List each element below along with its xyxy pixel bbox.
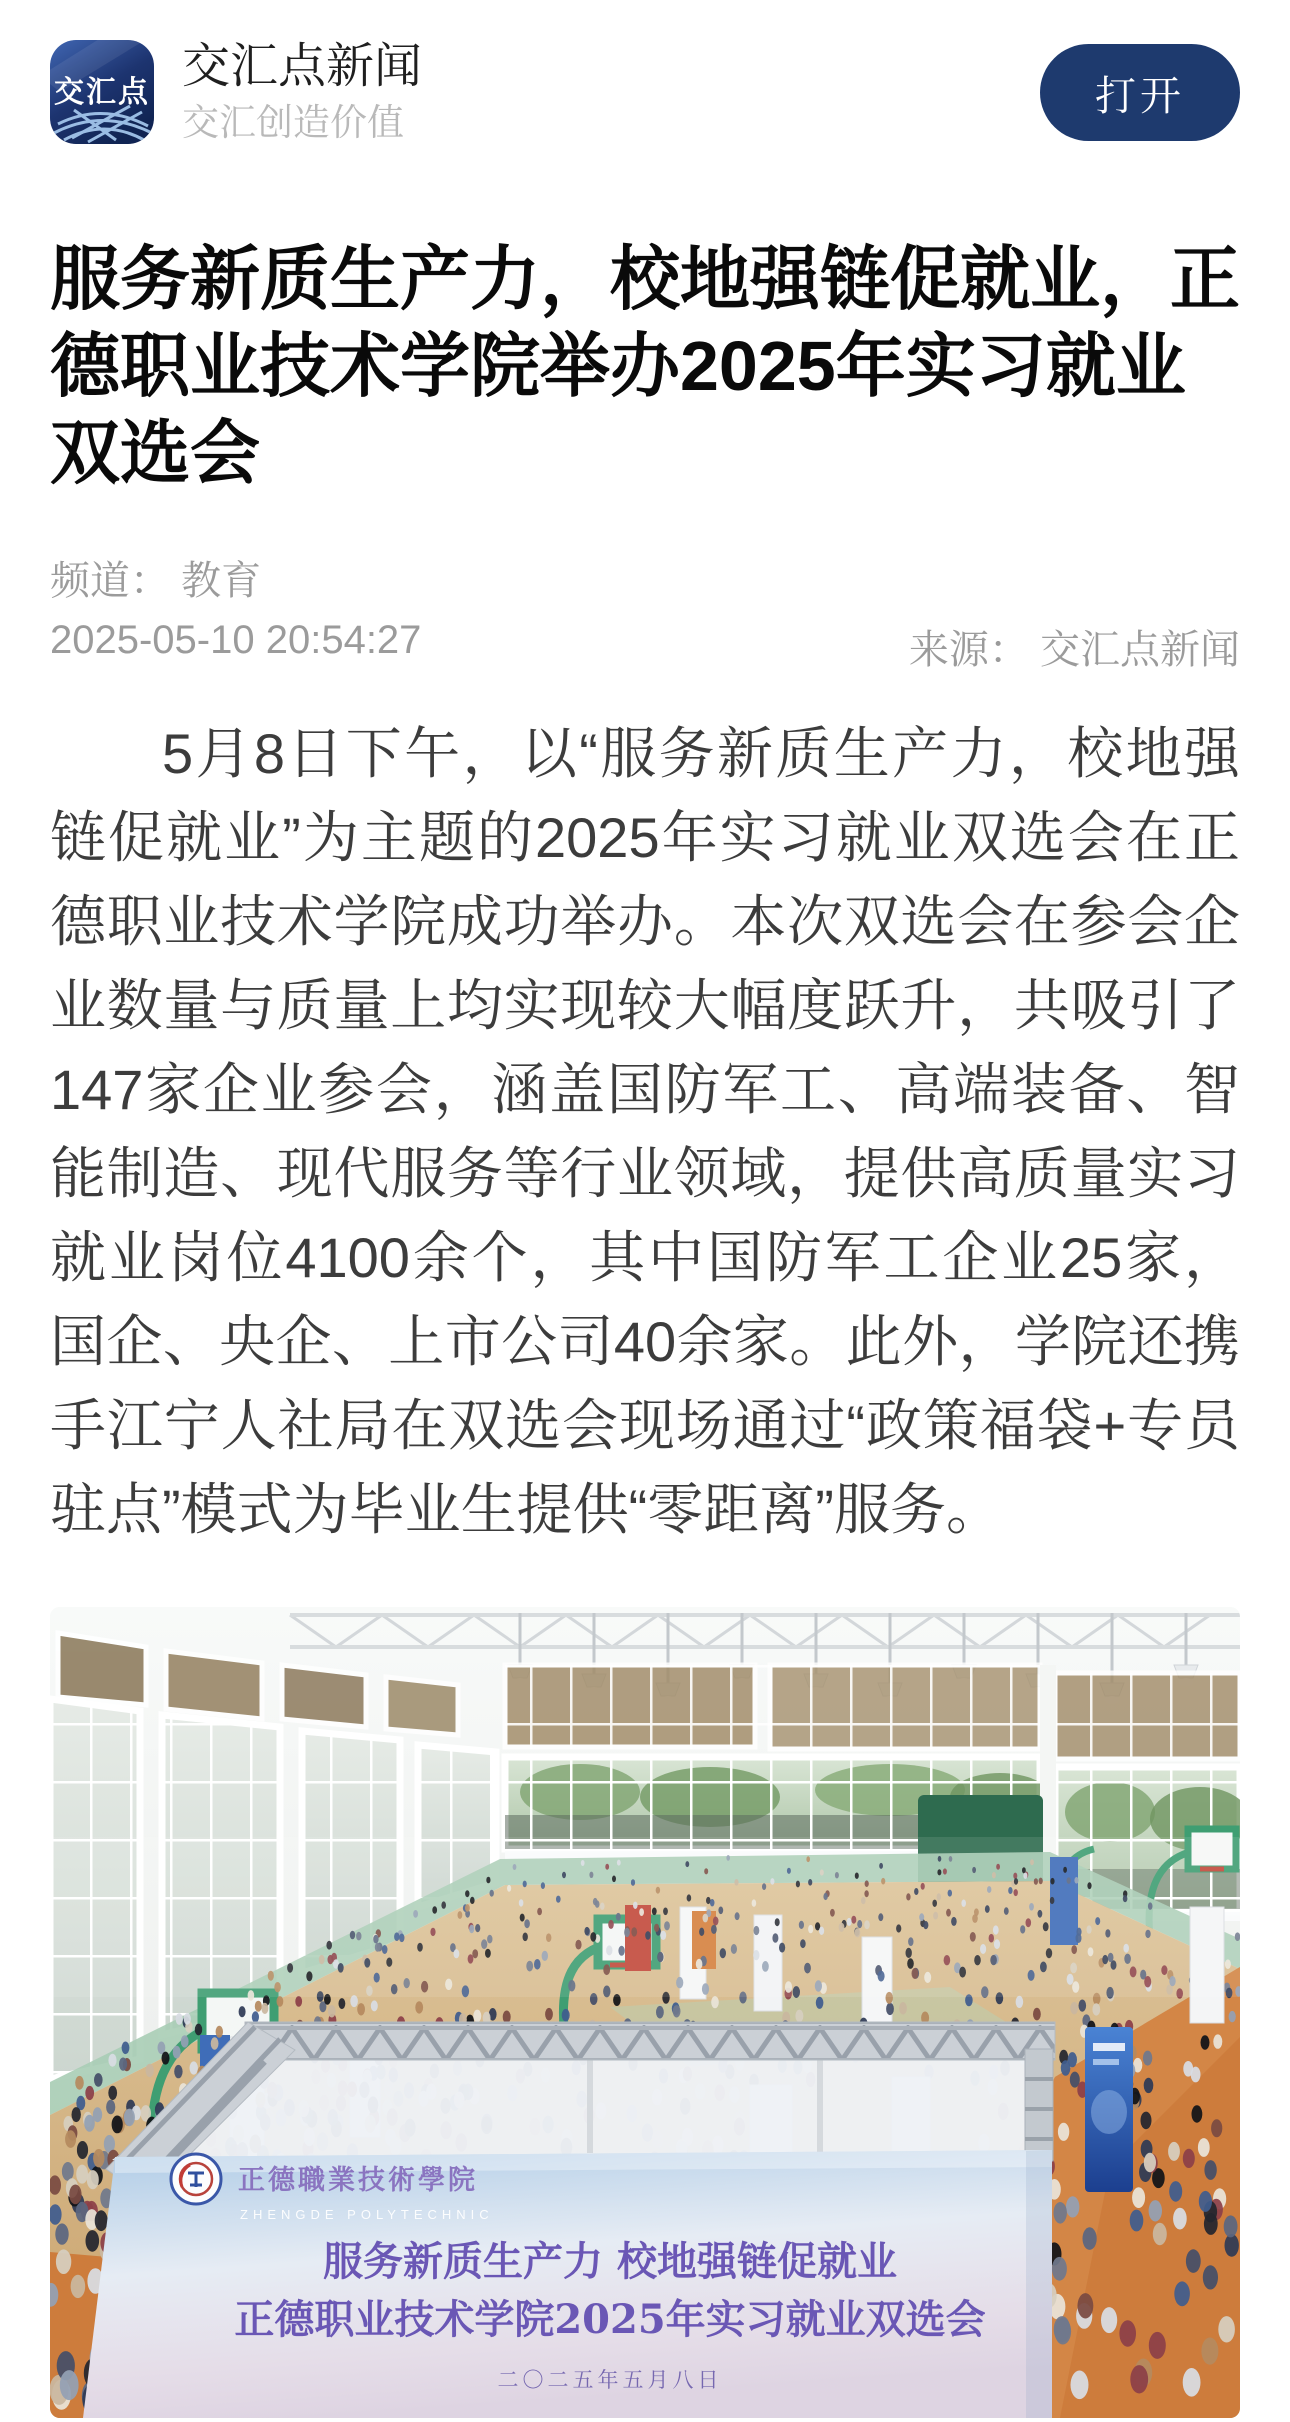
app-tagline: 交汇创造价值 <box>182 102 404 143</box>
source-value: 交汇点新闻 <box>1040 628 1240 672</box>
channel-value: 教育 <box>181 559 262 603</box>
app-meta <box>182 39 422 145</box>
app-banner <box>50 36 1240 148</box>
school-name-cn: 正德職業技術學院 <box>238 2165 478 2196</box>
school-logo-emblem <box>171 2154 221 2204</box>
truss-beam <box>245 2022 1055 2060</box>
title-line-2: 德职业技术学院举办2025年实习就业 <box>50 327 1186 405</box>
source-label: 来源： <box>908 628 1029 672</box>
app-name: 交汇点新闻 <box>182 40 423 93</box>
article-paragraph: 5月8日下午，以“服务新质生产力，校地强链促就业”为主题的2025年实习就业双选会在正德职业技术学院成功举办。本次双选会在参会企业数量与质量上均实现较大幅度跃升，共吸引了147家企业参会，涵盖国防军工、高端装备、智能制造、现代服务等行业领域，提供高质量实习就业岗位4100余个，其中国防军工企业25家，国企、央企、上市公司40余家。此外，学院还携手江宁人社局在双选会现场通过“政策福袋+专员驻点”模式为毕业生提供“零距离”服务。 <box>50 722 1240 1541</box>
truss-post <box>1025 2049 1053 2161</box>
banner-date: 二〇二五年五月八日 <box>497 2368 723 2392</box>
title-line-3: 双选会 <box>50 414 260 492</box>
channel-label: 频道： <box>50 559 170 603</box>
article-title <box>50 236 1240 497</box>
app-logo-icon <box>50 40 154 144</box>
meta-row <box>50 618 1240 675</box>
channel-row <box>50 549 261 606</box>
app-icon-text: 交汇点 <box>54 76 150 109</box>
banner-title-line1: 服务新质生产力 校地强链促就业 <box>323 2238 897 2285</box>
school-name-en: ZHENGDE POLYTECHNIC <box>240 2207 494 2222</box>
banner-title-line2: 正德职业技术学院2025年实习就业双选会 <box>234 2296 986 2343</box>
title-line-1: 服务新质生产力，校地强链促就业，正 <box>50 240 1240 318</box>
open-app-button[interactable]: 打开 <box>1040 44 1240 141</box>
publish-time: 2025-05-10 20:54:27 <box>50 618 422 662</box>
article-photo[interactable] <box>50 1607 1240 2418</box>
source <box>909 618 1240 675</box>
